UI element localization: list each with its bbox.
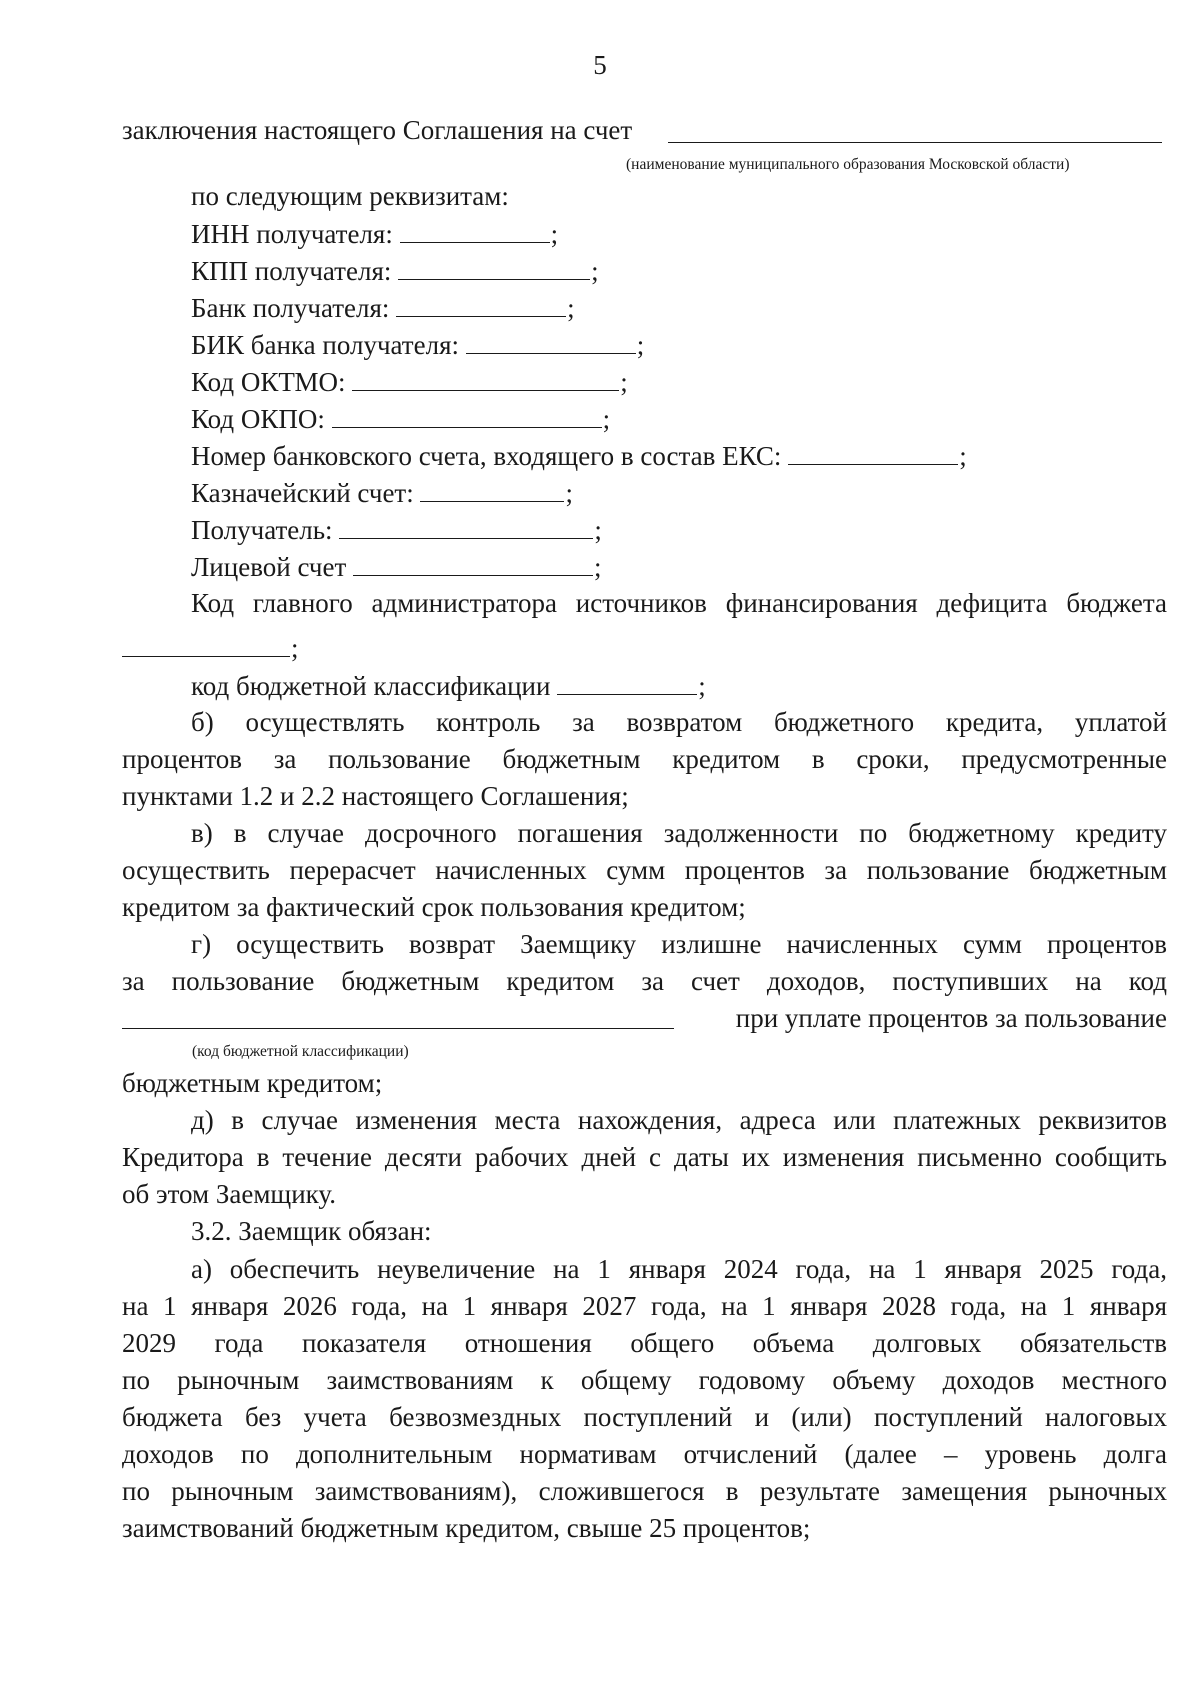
field-recipient: Получатель: ;	[191, 512, 602, 547]
para-g-line-4: бюджетным кредитом;	[122, 1068, 383, 1098]
budget-class-blank	[557, 668, 697, 695]
field-oktmo: Код ОКТМО: ;	[191, 364, 628, 399]
page-number: 5	[593, 50, 607, 80]
para-b-line-2: процентов за пользование бюджетным кредитом в сроки, предусмотренные	[122, 744, 1167, 774]
field-eks-blank	[788, 438, 958, 465]
para-a-line-7: по рыночным заимствованиям), сложившегося в результате замещения рыночных	[122, 1476, 1167, 1506]
field-okpo: Код ОКПО: ;	[191, 401, 610, 436]
field-inn-blank	[400, 216, 550, 243]
admin-code-blank-line: ;	[122, 630, 299, 665]
field-okpo-blank	[332, 401, 602, 428]
field-treasury-blank	[420, 475, 564, 502]
para-d-line-1: д) в случае изменения места нахождения, адреса или платежных реквизитов	[191, 1105, 1167, 1135]
para-a-line-2: на 1 января 2026 года, на 1 января 2027 года, на 1 января 2028 года, на 1 января	[122, 1291, 1167, 1321]
field-treasury-label: Казначейский счет:	[191, 478, 414, 508]
caption-municipality: (наименование муниципального образования Московской области)	[626, 156, 1070, 173]
para-g-code-blank	[122, 1028, 674, 1029]
field-bank: Банк получателя: ;	[191, 290, 575, 325]
admin-code-line: Код главного администратора источников финансирования дефицита бюджета	[191, 588, 1167, 618]
intro-line	[122, 113, 632, 147]
field-oktmo-label: Код ОКТМО:	[191, 367, 346, 397]
field-eks-label: Номер банковского счета, входящего в состав ЕКС:	[191, 441, 782, 471]
field-bik-blank	[466, 327, 636, 354]
budget-class-label: код бюджетной классификации	[191, 671, 551, 701]
para-v-line-3: кредитом за фактический срок пользования кредитом;	[122, 892, 746, 922]
para-b-line-3: пунктами 1.2 и 2.2 настоящего Соглашения;	[122, 781, 629, 811]
para-v-line-2: осуществить перерасчет начисленных сумм процентов за пользование бюджетным	[122, 855, 1167, 885]
field-treasury-account: Казначейский счет: ;	[191, 475, 573, 510]
field-recipient-label: Получатель:	[191, 515, 333, 545]
details-intro: по следующим реквизитам:	[191, 181, 509, 211]
field-recipient-blank	[339, 512, 593, 539]
para-v-line-1: в) в случае досрочного погашения задолженности по бюджетному кредиту	[191, 818, 1167, 848]
field-inn: ИНН получателя: ;	[191, 216, 558, 251]
para-g-line-1: г) осуществить возврат Заемщику излишне начисленных сумм процентов	[191, 929, 1167, 959]
para-g-line-3: при уплате процентов за пользование	[735, 1003, 1167, 1033]
caption-budget-class: (код бюджетной классификации)	[192, 1043, 409, 1060]
para-a-line-8: заимствований бюджетным кредитом, свыше 25 процентов;	[122, 1513, 811, 1543]
field-personal-blank	[353, 549, 593, 576]
account-blank	[668, 142, 1162, 143]
para-a-line-1: а) обеспечить неувеличение на 1 января 2024 года, на 1 января 2025 года,	[191, 1254, 1167, 1284]
intro-text: заключения настоящего Соглашения на счет	[122, 115, 633, 145]
field-kpp: КПП получателя: ;	[191, 253, 599, 288]
field-bik-label: БИК банка получателя:	[191, 330, 459, 360]
para-g-line-2: за пользование бюджетным кредитом за счет доходов, поступивших на код	[122, 966, 1167, 996]
field-kpp-label: КПП получателя:	[191, 256, 392, 286]
field-oktmo-blank	[352, 364, 619, 391]
field-eks-account: Номер банковского счета, входящего в состав ЕКС: ;	[191, 438, 967, 473]
para-a-line-6: доходов по дополнительным нормативам отчислений (далее – уровень долга	[122, 1439, 1167, 1469]
field-kpp-blank	[398, 253, 590, 280]
field-personal-label: Лицевой счет	[191, 552, 347, 582]
para-a-line-5: бюджета без учета безвозмездных поступлений и (или) поступлений налоговых	[122, 1402, 1167, 1432]
field-bik: БИК банка получателя: ;	[191, 327, 644, 362]
field-personal-account: Лицевой счет ;	[191, 549, 602, 584]
para-b-line-1: б) осуществлять контроль за возвратом бюджетного кредита, уплатой	[191, 707, 1167, 737]
field-okpo-label: Код ОКПО:	[191, 404, 325, 434]
para-a-line-4: по рыночным заимствованиям к общему годовому объему доходов местного	[122, 1365, 1167, 1395]
para-a-line-3: 2029 года показателя отношения общего объема долговых обязательств	[122, 1328, 1167, 1358]
section-3-2-heading: 3.2. Заемщик обязан:	[191, 1216, 432, 1246]
para-d-line-2: Кредитора в течение десяти рабочих дней с даты их изменения письменно сообщить	[122, 1142, 1167, 1172]
budget-class-line: код бюджетной классификации ;	[191, 668, 706, 703]
para-d-line-3: об этом Заемщику.	[122, 1179, 336, 1209]
field-bank-label: Банк получателя:	[191, 293, 390, 323]
admin-code-blank	[122, 630, 290, 657]
field-inn-label: ИНН получателя:	[191, 219, 393, 249]
field-bank-blank	[396, 290, 566, 317]
